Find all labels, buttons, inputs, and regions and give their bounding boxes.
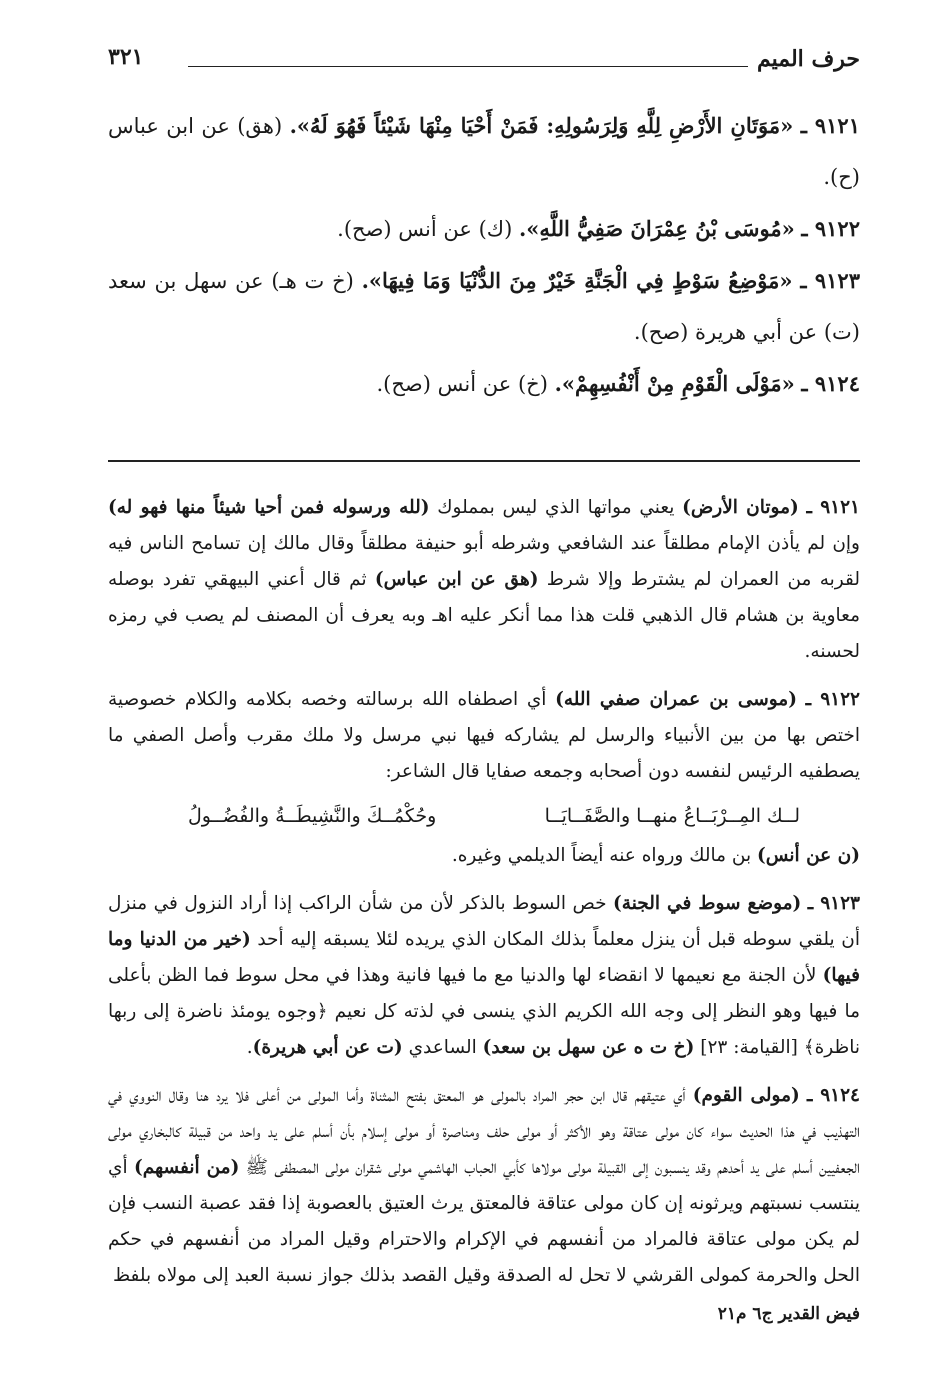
page-header — [108, 40, 860, 86]
commentary-number: ٩١٢٤ ـ — [807, 1085, 860, 1106]
commentary-text: الساعدي — [408, 1037, 477, 1058]
commentary-paragraph — [108, 838, 860, 874]
hadith-text-section — [108, 100, 860, 410]
hadith-number: ٩١٢٢ ـ — [801, 216, 860, 241]
commentary-quote: (من أنفسهم) — [133, 1157, 240, 1178]
commentary-text: . — [246, 1037, 253, 1058]
hadith-entry — [108, 255, 860, 358]
commentary-paragraph — [108, 682, 860, 790]
hadith-entry — [108, 358, 860, 410]
commentary-text: أي عتيقهم قال ابن حجر المراد بالمولى هو المعتق بفتح المثناة وأما المولى من أعلى فلا يرد هنا وقال النووي في التهذيب في هذا الحديث سواء كان مولى عتاقة وهو الأكثر أو مولى حلف ومناصرة أو مولى إسلام بأن أسلم على يد واحد من قبيلة كالبخاري مولى الجعفيين أسلم على يد أحدهم وقد ينسبون إلى القبيلة مولى مولاها كأبي الحباب الهاشمي مولى شقران مولى المصطفى ﷺ — [108, 1085, 860, 1178]
hadith-number: ٩١٢٣ ـ — [800, 268, 860, 293]
hadith-source: (ك) عن أنس (صح). — [337, 217, 513, 241]
commentary-quote: (خير من الدنيا وما فيها) — [108, 929, 860, 986]
commentary-text: لأن الجنة مع نعيمها لا انقضاء لها والدنيا مع ما فيها فانية وهذا في محل سوط فما الظن بأعلى ما فيها وهو النظر إلى وجه الله الكريم الذي ينسى في لذته كل نعيم ﴿وجوه يومئذ ناضرة إلى ربها ناظرة﴾ [القيامة: ٢٣] — [108, 965, 860, 1058]
hadith-source: (خ) عن أنس (صح). — [376, 372, 548, 396]
commentary-quote: (خ ت ه عن سهل بن سعد) — [482, 1037, 695, 1058]
commentary-text: أي اصطفاه الله برسالته وخصه بكلامه والكلام خصوصية اختص بها من بين الأنبياء والرسل لم يشاركه فيها نبي مرسل ولا ملك مقرب وأصل الصفي ما يصطفيه الرئيس لنفسه دون أصحابه وجمعه صفايا قال الشاعر: — [108, 689, 860, 782]
commentary-quote: (موسى بن عمران صفي الله) — [555, 689, 797, 710]
commentary-quote: (موضع سوط في الجنة) — [613, 893, 802, 914]
commentary-paragraph — [108, 886, 860, 1066]
hadith-text: «مُوسَى بْنُ عِمْرَانَ صَفِيُّ اللَّهِ». — [518, 216, 795, 241]
page-footer: فيض القدير ج٦ م٢١ — [717, 1304, 860, 1324]
hadith-entry — [108, 203, 860, 255]
section-divider — [108, 460, 860, 462]
commentary-number: ٩١٢٢ ـ — [805, 689, 860, 710]
commentary-quote: (هق عن ابن عباس) — [374, 569, 539, 590]
poetry-verse — [108, 798, 860, 834]
hadith-text: «مَوَتَانِ الأَرْضِ لِلَّهِ وَلِرَسُولِهِ: فَمَنْ أَحْيَا مِنْهَا شَيْئاً فَهُوَ لَهُ». — [289, 113, 794, 138]
book-page — [108, 40, 860, 1360]
commentary-quote: (ن عن أنس) — [757, 845, 860, 866]
commentary-paragraph — [108, 1078, 860, 1294]
commentary-text: ثم قال أعني البيهقي تفرد بوصله معاوية بن هشام قال الذهبي قلت هذا مما أنكر عليه اهـ وبه يعرف أن المصنف لم يصب في رمزه لحسنه. — [108, 569, 860, 662]
commentary-quote: (مولى القوم) — [692, 1085, 800, 1106]
chapter-title: حرف الميم — [756, 46, 860, 72]
hadith-number: ٩١٢١ ـ — [800, 113, 860, 138]
verse-second-hemistich: وحُكْمُــكَ والنَّشِيطَــةُ والفُضُــولُ — [188, 805, 437, 827]
commentary-quote: (لله ورسوله فمن أحيا شيئاً منها فهو له) — [108, 497, 430, 518]
commentary-text: أي ينتسب نسبتهم ويرثونه إن كان مولى عتاقة فالمعتق يرث العتيق بالعصوبة إذا فقد عصبة النسب فإن لم يكن مولى عتاقة فالمراد من أنفسهم في الإكرام والاحترام وقيل المراد من أنفسهم في حكم الحل والحرمة كمولى القرشي لا تحل له الصدقة وقيل القصد بذلك جواز نسبة العبد إلى مولاه بلفظ — [108, 1157, 860, 1286]
commentary-quote: (موتان الأرض) — [682, 497, 799, 518]
commentary-quote: (ت عن أبي هريرة) — [252, 1037, 403, 1058]
commentary-text: خص السوط بالذكر لأن من شأن الراكب إذا أراد النزول في منزل أن يلقي سوطه قبل أن ينزل معلماً بذلك المكان الذي يريده لئلا يسبقه إليه أحد — [108, 893, 860, 950]
hadith-number: ٩١٢٤ ـ — [801, 371, 860, 396]
page-number: ٣٢١ — [108, 44, 144, 70]
hadith-source: (خ ت هـ) عن سهل بن سعد (ت) عن أبي هريرة (صح). — [108, 269, 860, 344]
commentary-text: وإن لم يأذن الإمام مطلقاً عند الشافعي وشرطه أبو حنيفة مطلقاً وقال مالك إن تسامح الناس فيه لقربه من العمران لم يشترط وإلا شرط — [108, 533, 860, 590]
commentary-section — [108, 490, 860, 1294]
hadith-source: (هق) عن ابن عباس (ح). — [108, 114, 860, 189]
commentary-number: ٩١٢١ ـ — [806, 497, 860, 518]
verse-first-hemistich: لــك المِــرْبَــاعُ منهــا والصَّفَــايَــا — [544, 805, 800, 827]
hadith-text: «مَوْضِعُ سَوْطٍ فِي الْجَنَّةِ خَيْرٌ مِنَ الدُّنْيَا وَمَا فِيهَا». — [361, 268, 793, 293]
hadith-text: «مَوْلَى الْقَوْمِ مِنْ أَنْفُسِهِمْ». — [554, 371, 795, 396]
commentary-paragraph — [108, 490, 860, 670]
commentary-text: بن مالك ورواه عنه أيضاً الديلمي وغيره. — [451, 845, 752, 866]
hadith-entry — [108, 100, 860, 203]
commentary-number: ٩١٢٣ ـ — [807, 893, 860, 914]
commentary-text: يعني مواتها الذي ليس بمملوك — [437, 497, 675, 518]
header-rule — [188, 66, 748, 67]
